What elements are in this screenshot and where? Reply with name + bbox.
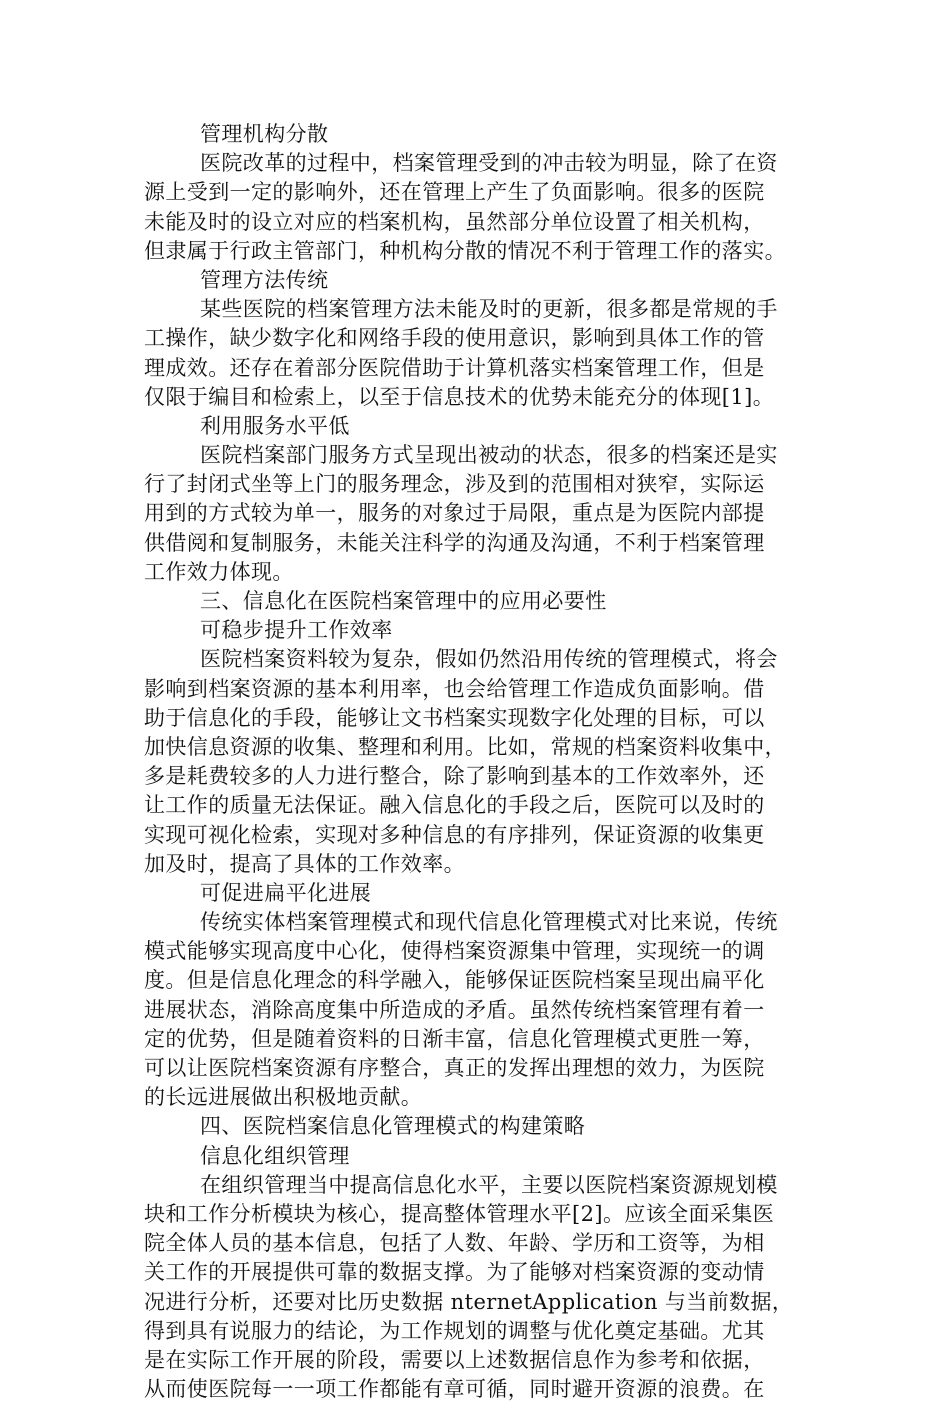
text-line: 的长远进展做出积极地贡献。 [144,1085,423,1110]
text-line: 仅限于编目和检索上，以至于信息技术的优势未能充分的体现[1]。 [144,384,775,409]
text-line: 可稳步提升工作效率 [200,618,393,643]
document-body [144,120,824,1404]
text-line: 从而使医院每一一项工作都能有章可循，同时避开资源的浪费。在 [144,1377,765,1402]
text-line: 况进行分析，还要对比历史数据 nternetApplication 与当前数据， [144,1289,794,1314]
text-line: 得到具有说服力的结论，为工作规划的调整与优化奠定基础。尤其 [144,1318,765,1343]
text-line: 加及时，提高了具体的工作效率。 [144,851,465,876]
text-line: 关工作的开展提供可靠的数据支撑。为了能够对档案资源的变动情 [144,1260,765,1285]
text-line: 块和工作分析模块为核心，提高整体管理水平[2]。应该全面采集医 [144,1201,775,1226]
text-line: 多是耗费较多的人力进行整合，除了影响到基本的工作效率外，还 [144,764,765,789]
text-line: 供借阅和复制服务，未能关注科学的沟通及沟通，不利于档案管理 [144,530,765,555]
text-line: 医院档案资料较为复杂，假如仍然沿用传统的管理模式，将会 [200,647,778,672]
text-line: 实现可视化检索，实现对多种信息的有序排列，保证资源的收集更 [144,822,765,847]
text-line: 工作效力体现。 [144,559,294,584]
text-line: 是在实际工作开展的阶段，需要以上述数据信息作为参考和依据， [144,1347,765,1372]
text-line: 管理机构分散 [200,122,329,146]
text-line: 进展状态，消除高度集中所造成的矛盾。虽然传统档案管理有着一 [144,997,765,1022]
text-line: 医院改革的过程中，档案管理受到的冲击较为明显，除了在资 [200,151,778,176]
text-line: 用到的方式较为单一，服务的对象过于局限，重点是为医院内部提 [144,501,765,526]
text-line: 加快信息资源的收集、整理和利用。比如，常规的档案资料收集中， [144,734,786,759]
text-line: 助于信息化的手段，能够让文书档案实现数字化处理的目标，可以 [144,705,765,730]
text-line: 模式能够实现高度中心化，使得档案资源集中管理，实现统一的调 [144,939,765,964]
text-line: 度。但是信息化理念的科学融入，能够保证医院档案呈现出扁平化 [144,968,765,993]
text-line: 院全体人员的基本信息，包括了人数、年龄、学历和工资等，为相 [144,1231,765,1256]
text-line: 未能及时的设立对应的档案机构，虽然部分单位设置了相关机构， [144,209,765,234]
text-line: 管理方法传统 [200,267,329,292]
text-line: 传统实体档案管理模式和现代信息化管理模式对比来说，传统 [200,910,778,935]
text-line: 理成效。还存在着部分医院借助于计算机落实档案管理工作，但是 [144,355,765,380]
text-line: 工操作，缺少数字化和网络手段的使用意识，影响到具体工作的管 [144,326,765,351]
text-line: 四、医院档案信息化管理模式的构建策略 [200,1114,586,1139]
text-line: 某些医院的档案管理方法未能及时的更新，很多都是常规的手 [200,297,778,322]
text-line: 可以让医院档案资源有序整合，真正的发挥出理想的效力，为医院 [144,1056,765,1080]
text-line: 但隶属于行政主管部门，种机构分散的情况不利于管理工作的落实。 [144,238,786,263]
text-line: 源上受到一定的影响外，还在管理上产生了负面影响。很多的医院 [144,180,765,205]
text-line: 行了封闭式坐等上门的服务理念，涉及到的范围相对狭窄，实际运 [144,472,765,497]
text-line: 可促进扁平化进展 [200,880,372,905]
text-line: 影响到档案资源的基本利用率，也会给管理工作造成负面影响。借 [144,676,765,701]
text-line: 三、信息化在医院档案管理中的应用必要性 [200,589,607,613]
text-line: 利用服务水平低 [200,413,350,438]
text-line: 定的优势，但是随着资料的日渐丰富，信息化管理模式更胜一筹， [144,1026,765,1051]
text-line: 在组织管理当中提高信息化水平，主要以医院档案资源规划模 [200,1172,778,1197]
text-line: 医院档案部门服务方式呈现出被动的状态，很多的档案还是实 [200,443,778,468]
text-line: 信息化组织管理 [200,1143,350,1168]
text-line: 让工作的质量无法保证。融入信息化的手段之后，医院可以及时的 [144,793,765,818]
